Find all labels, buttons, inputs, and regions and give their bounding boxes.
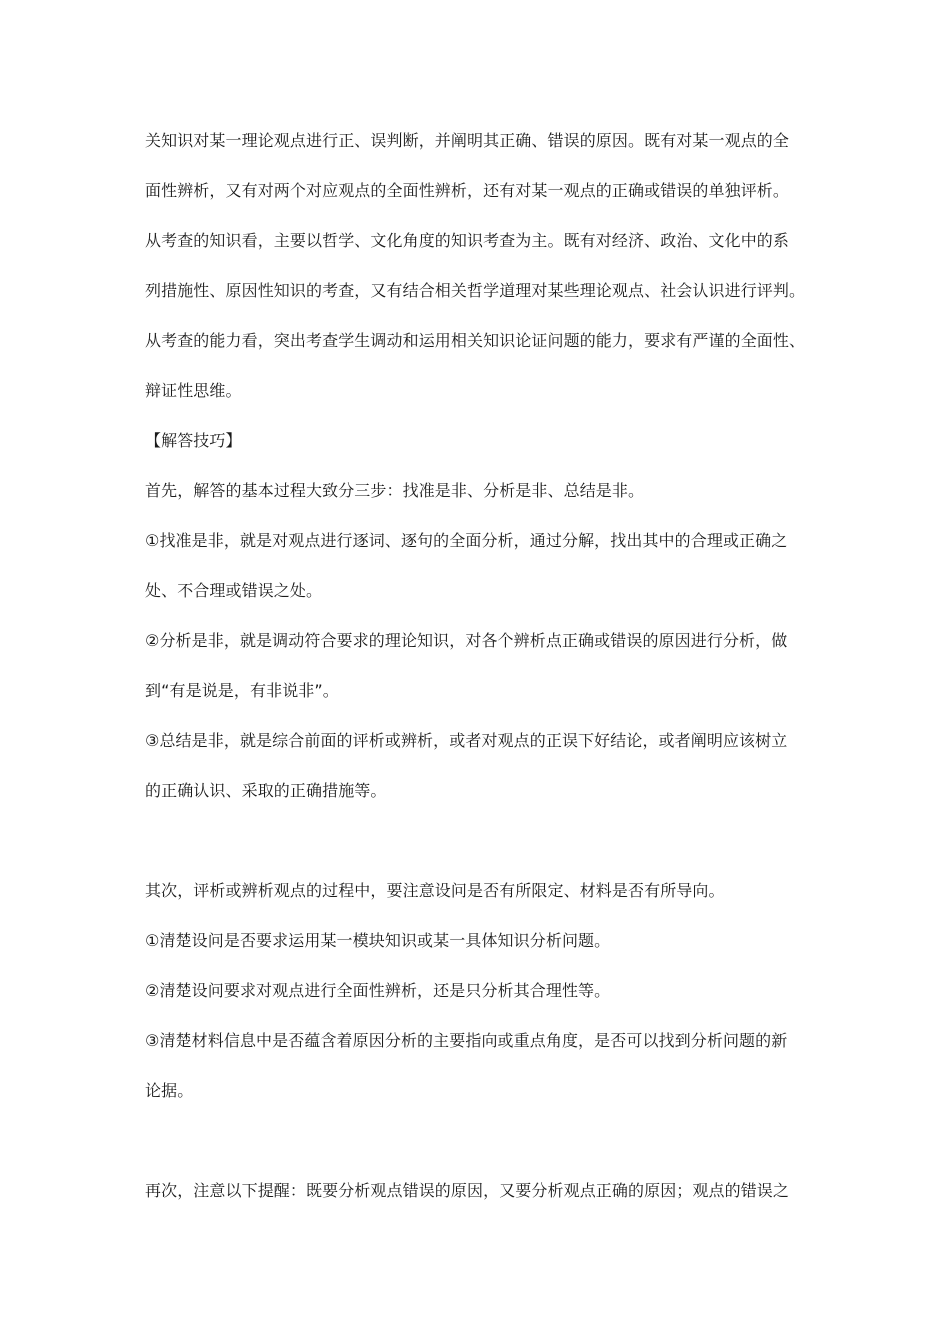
text-line: ③清楚材料信息中是否蕴含着原因分析的主要指向或重点角度，是否可以找到分析问题的新 [145, 1031, 788, 1050]
text-line: ①清楚设问是否要求运用某一模块知识或某一具体知识分析问题。 [145, 931, 611, 950]
text-line: 处、不合理或错误之处。 [145, 581, 323, 600]
text-line: 辩证性思维。 [145, 381, 242, 400]
text-line: 列措施性、原因性知识的考查，又有结合相关哲学道理对某些理论观点、社会认识进行评判。 [145, 281, 806, 300]
text-line: 从考查的知识看，主要以哲学、文化角度的知识考查为主。既有对经济、政治、文化中的系 [145, 231, 790, 250]
text-line: 面性辨析，又有对两个对应观点的全面性辨析，还有对某一观点的正确或错误的单独评析。 [145, 181, 790, 200]
section-heading: 【解答技巧】 [145, 431, 242, 450]
text-line: 其次，评析或辨析观点的过程中，要注意设问是否有所限定、材料是否有所导向。 [145, 881, 725, 900]
text-line: 再次，注意以下提醒：既要分析观点错误的原因，又要分析观点正确的原因；观点的错误之 [145, 1181, 790, 1200]
text-line: 到“有是说是，有非说非”。 [145, 681, 339, 700]
text-line: 的正确认识、采取的正确措施等。 [145, 781, 387, 800]
text-line: 从考查的能力看，突出考查学生调动和运用相关知识论证问题的能力，要求有严谨的全面性、 [145, 331, 806, 350]
text-line: ②清楚设问要求对观点进行全面性辨析，还是只分析其合理性等。 [145, 981, 611, 1000]
text-line: 关知识对某一理论观点进行正、误判断，并阐明其正确、错误的原因。既有对某一观点的全 [145, 131, 790, 150]
text-line: ①找准是非，就是对观点进行逐词、逐句的全面分析，通过分解，找出其中的合理或正确之 [145, 531, 788, 550]
text-line: ②分析是非，就是调动符合要求的理论知识，对各个辨析点正确或错误的原因进行分析，做 [145, 631, 788, 650]
text-line: ③总结是非，就是综合前面的评析或辨析，或者对观点的正误下好结论，或者阐明应该树立 [145, 731, 788, 750]
text-line: 论据。 [145, 1081, 194, 1100]
text-line: 首先，解答的基本过程大致分三步：找准是非、分析是非、总结是非。 [145, 481, 645, 500]
